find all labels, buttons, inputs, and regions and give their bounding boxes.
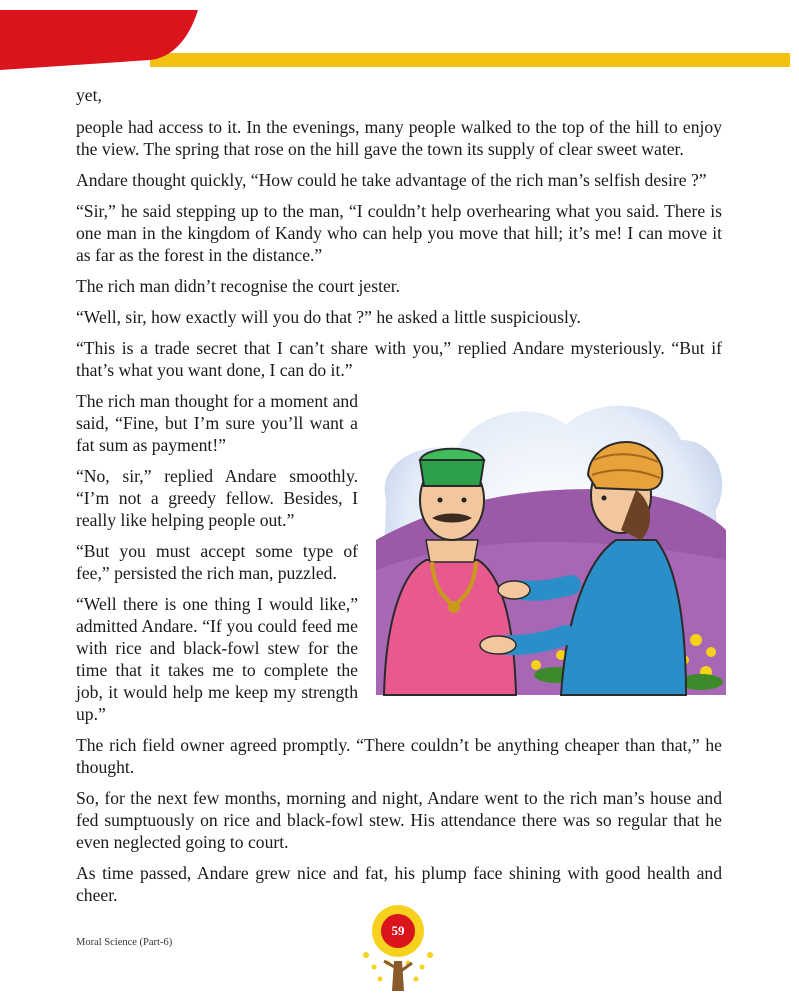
paragraph: people had access to it. In the evenings, many people walked to the top of the hill to enjoy the view. The spring that rose on the hill gave the town its supply of clear sweet water.	[76, 117, 722, 159]
header-band	[0, 0, 799, 80]
paragraph: So, for the next few months, morning and night, Andare went to the rich man’s house and fed sumptuously on rice and black-fowl stew. His attendance there was so regular that he even neglected going to court.	[76, 788, 722, 852]
paragraph: The rich field owner agreed promptly. “There couldn’t be anything cheaper than that,” he thought.	[76, 735, 722, 777]
page-number-badge	[358, 903, 438, 995]
paragraph: “Well, sir, how exactly will you do that ?” he asked a little suspiciously.	[76, 307, 581, 327]
book-title: Moral Science (Part-6)	[76, 937, 173, 948]
page-number: 59	[391, 923, 405, 938]
paragraph: “No, sir,” replied Andare smoothly. “I’m not a greedy fellow. Besides, I really like helping people out.”	[76, 466, 358, 530]
paragraph: The rich man didn’t recognise the court jester.	[76, 276, 401, 296]
paragraph: As time passed, Andare grew nice and fat, his plump face shining with good health and cheer.	[76, 863, 722, 905]
sun-tree-icon	[358, 903, 438, 995]
paragraph: “Well there is one thing I would like,” admitted Andare. “If you could feed me with rice and black-fowl stew for the time that it takes me to complete the job, it would help me keep my strength up.”	[76, 594, 358, 724]
paragraph: “But you must accept some type of fee,” persisted the rich man, puzzled.	[76, 541, 358, 583]
paragraph: yet,	[76, 85, 102, 105]
header-yellow-stripe	[150, 53, 790, 67]
story-text	[76, 84, 722, 915]
story-illustration	[366, 390, 732, 704]
paragraph: “This is a trade secret that I can’t share with you,” replied Andare mysteriously. “But if that’s what you want done, I can do it.”	[76, 338, 722, 380]
illustration-svg	[366, 390, 732, 704]
paragraph: Andare thought quickly, “How could he take advantage of the rich man’s selfish desire ?”	[76, 170, 707, 190]
paragraph: The rich man thought for a moment and said, “Fine, but I’m sure you’ll want a fat sum as payment!”	[76, 391, 358, 455]
paragraph: “Sir,” he said stepping up to the man, “I couldn’t help overhearing what you said. There is one man in the kingdom of Kandy who can help you move that hill; it’s me! I can move it as far as the forest in the distance.”	[76, 201, 722, 265]
